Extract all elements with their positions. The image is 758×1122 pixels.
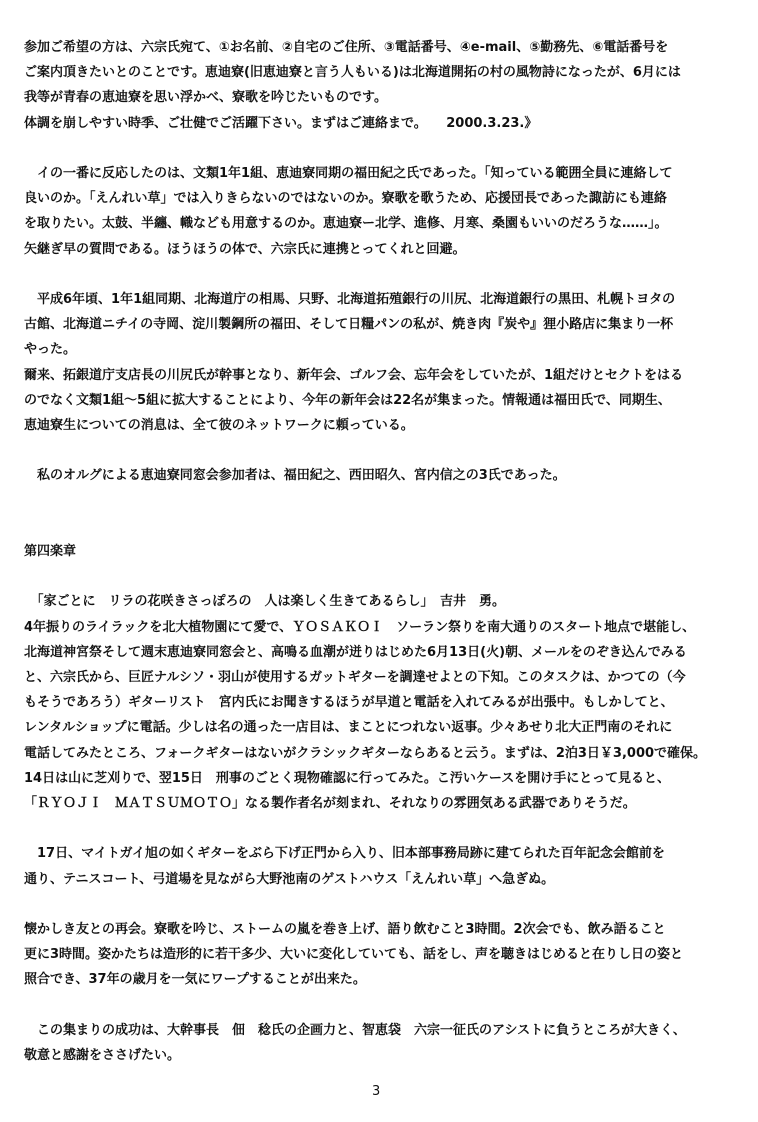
text-line: 良いのか。「えんれい草」では入りきらないのではないのか。寮歌を歌うため、応援団長であった諏訪にも連絡 bbox=[24, 191, 667, 206]
text-line: 「家ごとに リラの花咲きさっぽろの 人は楽しく生きてあるらし」 吉井 勇。 bbox=[24, 594, 506, 609]
text-line: 恵迪寮生についての消息は、全て彼のネットワークに頼っている。 bbox=[24, 418, 414, 433]
text-line: やった。 bbox=[24, 342, 77, 357]
text-line: 更に3時間。姿かたちは造形的に若干多少、大いに変化していても、話をし、声を聴きはじめると在りし日の姿と bbox=[24, 947, 684, 962]
text-line: 矢継ぎ早の質問である。ほうほうの体で、六宗氏に連携とってくれと回避。 bbox=[24, 242, 466, 257]
text-line: イの一番に反応したのは、文類1年1組、恵迪寮同期の福田紀之氏であった。「知っている範囲全員に連絡して bbox=[24, 166, 673, 181]
text-line: 北海道神宮祭そして週末恵迪寮同窓会と、高鳴る血潮が迸りはじめた6月13日(火)朝、メールをのぞき込んでみる bbox=[24, 645, 687, 660]
text-line: 懐かしき友との再会。寮歌を吟じ、ストームの嵐を巻き上げ、語り飲むこと3時間。2次会でも、飲み語ること bbox=[24, 922, 666, 937]
text-line: 体調を崩しやすい時季、ご壮健でご活躍下さい。まずはご連絡まで。 2000.3.23.》 bbox=[24, 116, 538, 131]
text-line: もそうであろう）ギターリスト 宮内氏にお聞きするほうが早道と電話を入れてみるが出張中。もしかしてと、 bbox=[24, 695, 674, 710]
text-line: 14日は山に芝刈りで、翌15日 刑事のごとく現物確認に行ってみた。こ汚いケースを開け手にとって見ると、 bbox=[24, 771, 671, 786]
text-line: 我等が青春の恵迪寮を思い浮かべ、寮歌を吟じたいものです。 bbox=[24, 90, 387, 105]
text-line: ご案内頂きたいとのことです。恵迪寮(旧恵迪寮と言う人もいる)は北海道開拓の村の風物詩になったが、6月には bbox=[24, 65, 681, 80]
text-line: のでなく文類1組～5組に拡大することにより、今年の新年会は22名が集まった。情報通は福田氏で、同期生、 bbox=[24, 393, 671, 408]
text-line: 古館、北海道ニチイの寺岡、淀川製鋼所の福田、そして日糧パンの私が、焼き肉『炭や』狸小路店に集まり一杯 bbox=[24, 317, 674, 332]
text-line: レンタルショップに電話。少しは名の通った一店目は、まことにつれない返事。少々あせり北大正門南のそれに bbox=[24, 720, 673, 735]
text-line: 爾来、拓銀道庁支店長の川尻氏が幹事となり、新年会、ゴルフ会、忘年会をしていたが、1組だけとセクトをはる bbox=[24, 368, 684, 383]
text-line: この集まりの成功は、大幹事長 佃 稔氏の企画力と、智恵袋 六宗一征氏のアシストに負うところが大きく、 bbox=[24, 1023, 686, 1038]
text-line: 通り、テニスコート、弓道場を見ながら大野池南のゲストハウス「えんれい草」へ急ぎぬ。 bbox=[24, 872, 555, 887]
text-line: 参加ご希望の方は、六宗氏宛て、①お名前、②自宅のご住所、③電話番号、④e-mail、⑤勤務先、⑥電話番号を bbox=[24, 40, 669, 55]
text-line: 電話してみたところ、フォークギターはないがクラシックギターならあると云う。まずは、2泊3日￥3,000で確保。 bbox=[24, 746, 707, 761]
text-line: と、六宗氏から、巨匠ナルシソ・羽山が使用するガットギターを調達せよとの下知。このタスクは、かつての（今 bbox=[24, 670, 686, 685]
page-number: 3 bbox=[372, 1084, 381, 1099]
text-line: 4年振りのライラックを北大植物園にて愛で、ＹＯＳＡＫＯＩ ソーラン祭りを南大通りのスタート地点で堪能し、 bbox=[24, 620, 696, 635]
text-line: 私のオルグによる恵迪寮同窓会参加者は、福田紀之、西田昭久、宮内信之の3氏であった。 bbox=[24, 468, 566, 483]
text-line: 「ＲＹＯＪＩ ＭＡＴＳＵＭＯＴＯ」なる製作者名が刻まれ、それなりの雰囲気ある武器でありそうだ。 bbox=[24, 796, 636, 811]
section-heading: 第四楽章 bbox=[24, 544, 77, 559]
text-line: 平成6年頃、1年1組同期、北海道庁の相馬、只野、北海道拓殖銀行の川尻、北海道銀行の黒田、札幌トヨタの bbox=[24, 292, 676, 307]
text-line: 照合でき、37年の歳月を一気にワープすることが出来た。 bbox=[24, 972, 366, 987]
text-line: 17日、マイトガイ旭の如くギターをぶら下げ正門から入り、旧本部事務局跡に建てられた百年記念会館前を bbox=[24, 846, 665, 861]
text-line: 敬意と感謝をささげたい。 bbox=[24, 1048, 181, 1063]
text-line: を取りたい。太鼓、半纏、幟なども用意するのか。恵迪寮ー北学、進修、月寒、桑園もいいのだろうな……」。 bbox=[24, 216, 668, 231]
